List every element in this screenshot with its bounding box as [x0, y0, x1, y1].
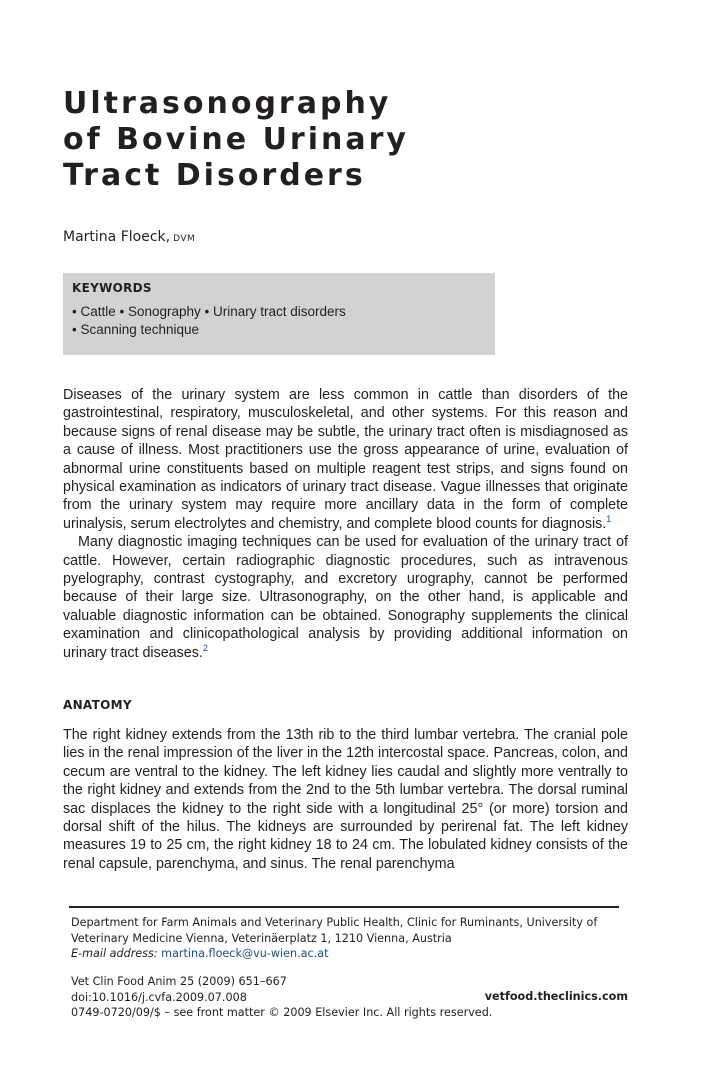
anatomy-section: [63, 726, 628, 873]
email-link[interactable]: martina.floeck@vu-wien.ac.at: [161, 947, 329, 961]
intro-paragraph-1: [63, 386, 628, 533]
article-title: [63, 86, 483, 194]
keywords-box: [63, 273, 495, 355]
reference-link-1[interactable]: 1: [606, 513, 612, 524]
title-line-1: Ultrasonography: [63, 86, 392, 121]
journal-website-link[interactable]: vetfood.theclinics.com: [484, 990, 628, 1003]
keywords-line-2: • Scanning technique: [72, 322, 200, 337]
footer-divider: [69, 906, 619, 908]
title-line-2: of Bovine Urinary: [63, 122, 409, 157]
reference-link-2[interactable]: 2: [202, 642, 208, 653]
journal-citation: Vet Clin Food Anim 25 (2009) 651–667: [71, 975, 287, 988]
anatomy-paragraph: The right kidney extends from the 13th rib to the third lumbar vertebra. The cranial pole lies in the renal impression of the liver in the 12th intercostal space. Pancreas, colon, and cecum are ventral to the kidney. The left kidney lies caudal and slightly more ventrally to the right kidney and extends from the 2nd to the 5th lumbar vertebra. The dorsal ruminal sac displaces the kidney to the right side with a longitudinal 25° (or more) torsion and dorsal shift of the hilus. The kidneys are surrounded by perirenal fat. The left kidney measures 19 to 25 cm, the right kidney 18 to 24 cm. The lobulated kidney consists of the renal capsule, parenchyma, and sinus. The renal parenchyma: [63, 727, 628, 872]
copyright-line: 0749-0720/09/$ – see front matter © 2009 Elsevier Inc. All rights reserved.: [71, 1006, 493, 1020]
section-heading-anatomy: ANATOMY: [63, 698, 132, 712]
email-label: E-mail address:: [71, 947, 158, 961]
author-credential: DVM: [173, 234, 196, 244]
intro-paragraph-2: [63, 533, 628, 662]
author-name: Martina Floeck,: [63, 229, 171, 245]
doi-link[interactable]: doi:10.1016/j.cvfa.2009.07.008: [71, 990, 247, 1004]
affiliation-footnote: [71, 915, 631, 962]
intro-paragraph-2-text: Many diagnostic imaging techniques can be used for evaluation of the urinary tract of cattle. However, certain radiographic diagnostic procedures, such as intravenous pyelography, contrast cystography, and excretory urography, cannot be performed because of their large size. Ultrasonography, on the other hand, is applicable and valuable diagnostic information can be obtained. Sonography supplements the clinical examination and clinicopathological analysis by providing additional information on urinary tract diseases.: [63, 534, 628, 661]
intro-paragraph-1-text: Diseases of the urinary system are less common in cattle than disorders of the gastrointestinal, respiratory, musculoskeletal, and other systems. For this reason and because signs of renal disease may be subtle, the urinary tract often is misdiagnosed as a cause of illness. Most practitioners use the gross appearance of urine, evaluation of abnormal urine constituents based on multiple reagent test strips, and signs found on physical examination as indicators of urinary tract disease. Vague illnesses that originate from the urinary system may require more ancillary data in the form of complete urinalysis, serum electrolytes and chemistry, and complete blood counts for diagnosis.: [63, 387, 628, 532]
keywords-heading: KEYWORDS: [72, 281, 152, 295]
author-line: [63, 229, 195, 245]
affiliation-text: Department for Farm Animals and Veterinary Public Health, Clinic for Ruminants, University of Veterinary Medicine Vienna, Veterinäerplatz 1, 1210 Vienna, Austria: [71, 916, 598, 945]
email-line: [71, 946, 631, 962]
intro-section: [63, 386, 628, 662]
title-line-3: Tract Disorders: [63, 158, 366, 193]
keywords-line-1: • Cattle • Sonography • Urinary tract disorders: [72, 304, 346, 319]
